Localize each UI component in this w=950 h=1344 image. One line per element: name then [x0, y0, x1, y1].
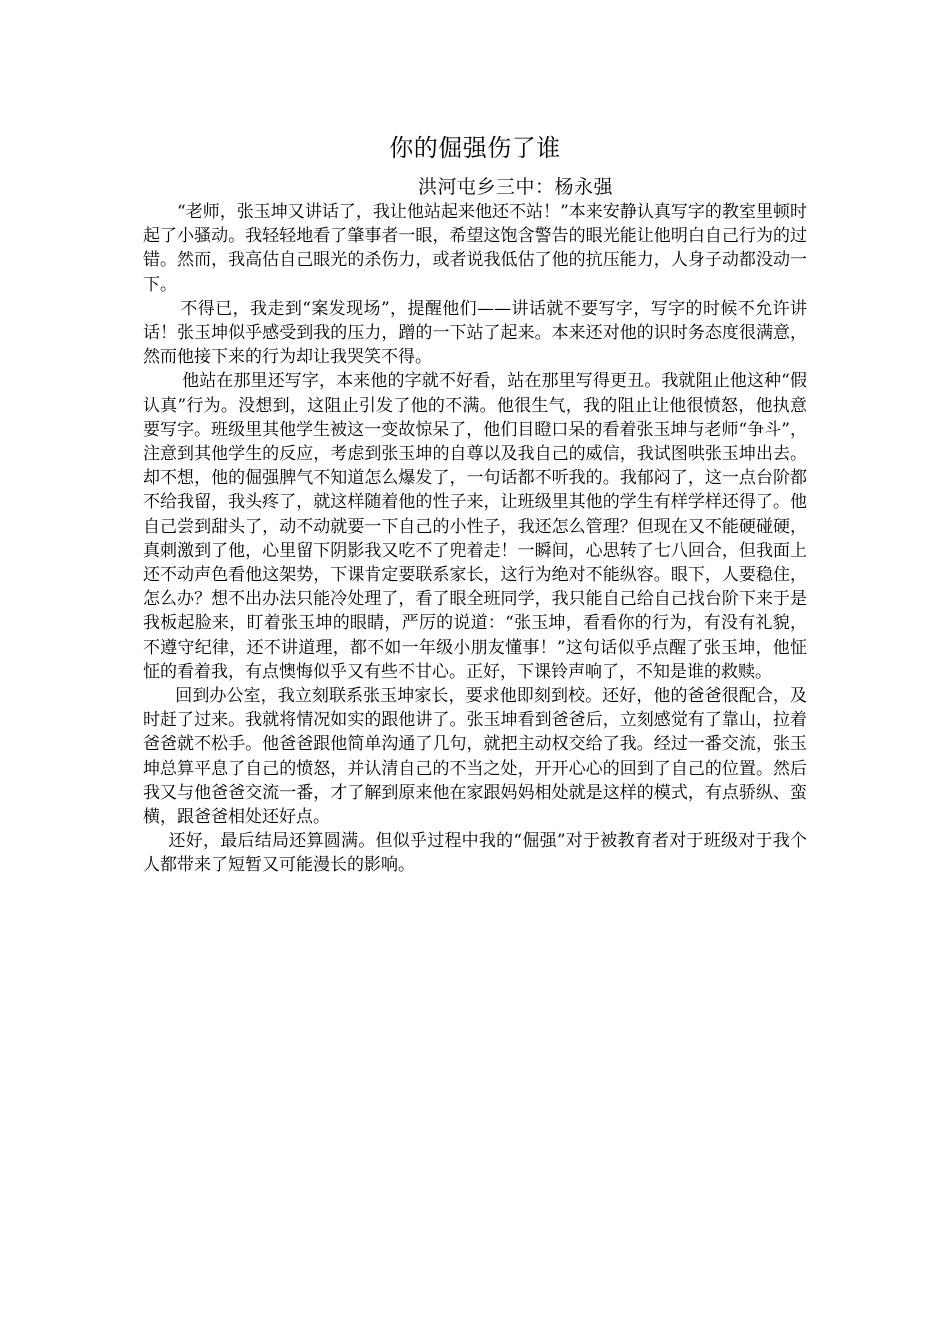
paragraph-1: “老师，张玉坤又讲话了，我让他站起来他还不站！”本来安静认真写字的教室里顿时起了小骚动。我轻轻地看了肇事者一眼，希望这饱含警告的眼光能让他明白自己行为的过错。然而，我高估自己眼光的杀伤力，或者说我低估了他的抗压能力，人身子动都没动一下。 [143, 202, 807, 295]
paragraph-4: 回到办公室，我立刻联系张玉坤家长，要求他即刻到校。还好，他的爸爸很配合，及时赶了过来。我就将情况如实的跟他讲了。张玉坤看到爸爸后，立刻感觉有了靠山，拉着爸爸就不松手。他爸爸跟他简单沟通了几句，就把主动权交给了我。经过一番交流，张玉坤总算平息了自己的愤怒，并认清自己的不当之处，开开心心的回到了自己的位置。然后我又与他爸爸交流一番，才了解到原来他在家跟妈妈相处就是这样的模式，有点骄纵、蛮横，跟爸爸相处还好点。 [143, 686, 807, 828]
document-title: 你的倔强伤了谁 [389, 134, 561, 162]
paragraph-2: 不得已，我走到“案发现场”，提醒他们——讲话就不要写字，写字的时候不允许讲话！张玉坤似乎感受到我的压力，蹭的一下站了起来。本来还对他的识时务态度很满意，然而他接下来的行为却让我哭笑不得。 [143, 298, 807, 368]
author-byline: 洪河屯乡三中：杨永强 [418, 176, 614, 198]
document-body [143, 200, 807, 878]
paragraph-3: 他站在那里还写字，本来他的字就不好看，站在那里写得更丑。我就阻止他这种“假认真”行为。没想到，这阻止引发了他的不满。他很生气，我的阻止让他很愤怒，他执意要写字。班级里其他学生被这一变故惊呆了，他们目瞪口呆的看着张玉坤与老师“争斗”，注意到其他学生的反应，考虑到张玉坤的自尊以及我自己的威信，我试图哄张玉坤出去。却不想，他的倔强脾气不知道怎么爆发了，一句话都不听我的。我郁闷了，这一点台阶都不给我留，我头疼了，就这样随着他的性子来，让班级里其他的学生有样学样还得了。他自己尝到甜头了，动不动就要一下自己的小性子，我还怎么管理？但现在又不能硬碰硬，真刺激到了他，心里留下阴影我又吃不了兜着走！一瞬间，心思转了七八回合，但我面上还不动声色看他这架势，下课肯定要联系家长，这行为绝对不能纵容。眼下，人要稳住，怎么办？想不出办法只能冷处理了，看了眼全班同学，我只能自己给自己找台阶下来于是我板起脸来，盯着张玉坤的眼睛，严厉的说道：“张玉坤，看看你的行为，有没有礼貌，不遵守纪律，还不讲道理，都不如一年级小朋友懂事！”这句话似乎点醒了张玉坤，他怔怔的看着我，有点懊悔似乎又有些不甘心。正好，下课铃声响了，不知是谁的救赎。 [143, 371, 807, 682]
paragraph-5: 还好，最后结局还算圆满。但似乎过程中我的“倔强”对于被教育者对于班级对于我个人都带来了短暂又可能漫长的影响。 [143, 831, 807, 876]
